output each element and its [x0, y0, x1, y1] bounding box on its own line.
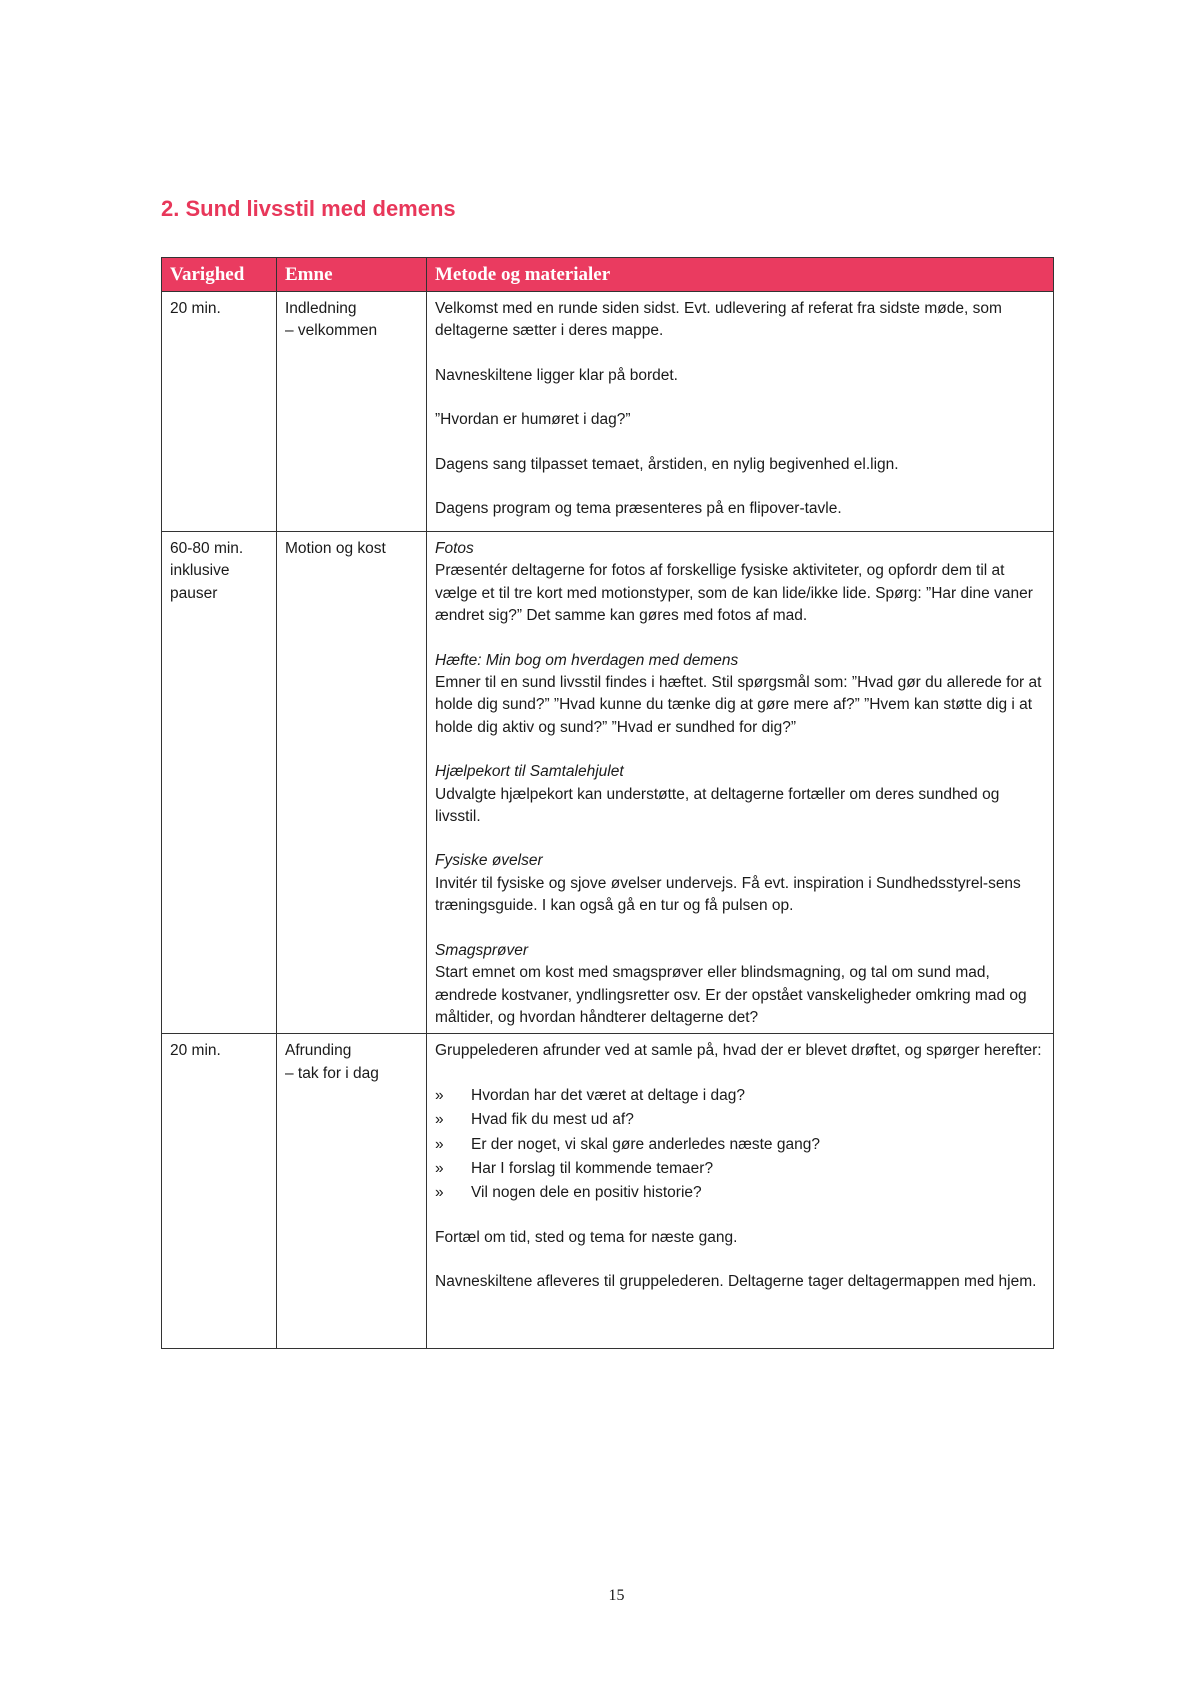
duration-text: 60-80 min.: [170, 540, 244, 557]
method-text: Præsentér deltagerne for fotos af forskellige fysiske aktiviteter, og opfordr dem til at vælge et til tre kort med motionstyper, som de kan lide/ikke lide. Spørg: ”Har dine vaner ændret sig?” Det samme kan gøres med fotos af mad.: [435, 562, 1033, 625]
list-item-text: Vil nogen dele en positiv historie?: [471, 1184, 702, 1202]
method-text: Emner til en sund livsstil findes i hæftet. Stil spørgsmål som: ”Hvad gør du allerede for at holde dig sund?” ”Hvad kunne du tænke dig at gøre mere af?” ”Hvem kan støtte dig i at holde dig aktiv og sund?” ”Hvad er sundhed for dig?”: [435, 674, 1042, 736]
list-item-text: Har I forslag til kommende temaer?: [471, 1159, 714, 1177]
list-item-text: Hvad fik du mest ud af?: [471, 1111, 634, 1129]
page-number: 15: [608, 1587, 625, 1604]
duration-cell: [162, 1034, 277, 1349]
method-label: Fotos: [435, 540, 474, 557]
topic-text: Indledning: [285, 300, 357, 317]
method-label: Smagsprøver: [435, 941, 529, 959]
topic-cell: [277, 1034, 427, 1349]
table-row: [162, 292, 1054, 532]
method-paragraph: Fortæl om tid, sted og tema for næste gang.: [435, 1228, 738, 1246]
method-text: Udvalgte hjælpekort kan understøtte, at deltagerne fortæller om deres sundhed og livsstil.: [435, 785, 1000, 826]
guillemet-bullet-icon: »: [435, 1111, 444, 1129]
method-block-smagsprover: [435, 940, 1045, 1030]
method-paragraph: Navneskiltene ligger klar på bordet.: [435, 366, 678, 384]
table-header-row: [162, 258, 1054, 292]
list-item: [435, 1134, 1045, 1156]
method-cell: [427, 1034, 1054, 1349]
guillemet-bullet-icon: »: [435, 1184, 444, 1202]
list-item: [435, 1182, 1045, 1204]
topic-text: – velkommen: [285, 322, 378, 340]
method-block-hjaelpekort: [435, 761, 1045, 828]
method-cell: [427, 532, 1054, 1034]
method-block-fotos: [435, 538, 1045, 628]
method-paragraph: ”Hvordan er humøret i dag?”: [435, 411, 631, 429]
method-paragraph: Velkomst med en runde siden sidst. Evt. udlevering af referat fra sidste møde, som deltagerne sætter i deres mappe.: [435, 300, 1002, 340]
guillemet-bullet-icon: »: [435, 1159, 444, 1177]
method-text: Start emnet om kost med smagsprøver eller blindsmagning, og tal om sund mad, ændrede kostvaner, yndlingsretter osv. Er der opstået vanskeligheder omkring mad og måltider, og hvordan håndterer deltagerne det?: [435, 964, 1027, 1026]
list-item: [435, 1085, 1045, 1107]
method-block-fysiske-ovelser: [435, 850, 1045, 917]
method-paragraph: Dagens sang tilpasset temaet, årstiden, en nylig begivenhed el.lign.: [435, 455, 899, 473]
header-varighed: Varighed: [162, 258, 277, 292]
topic-text: Afrunding: [285, 1042, 352, 1060]
topic-cell: [277, 292, 427, 532]
question-list: [435, 1085, 1045, 1205]
method-label: Hæfte: Min bog om hverdagen med demens: [435, 651, 739, 669]
method-cell: [427, 292, 1054, 532]
header-emne: Emne: [277, 258, 427, 292]
method-text: Invitér til fysiske og sjove øvelser undervejs. Få evt. inspiration i Sundhedsstyrel-sens træningsguide. I kan også gå en tur og få pulsen op.: [435, 874, 1021, 915]
duration-text: inklusive: [170, 562, 230, 580]
list-item-text: Hvordan har det været at deltage i dag?: [471, 1086, 746, 1104]
list-item: [435, 1158, 1045, 1180]
table-row: [162, 1034, 1054, 1349]
topic-cell: [277, 532, 427, 1034]
duration-text: pauser: [170, 584, 218, 602]
table-row: [162, 532, 1054, 1034]
method-label: Fysiske øvelser: [435, 852, 543, 870]
program-table: [161, 257, 1054, 1349]
duration-cell: [162, 532, 277, 1034]
list-item: [435, 1109, 1045, 1131]
method-block-haefte: [435, 650, 1045, 740]
topic-text: Motion og kost: [285, 540, 386, 557]
method-label: Hjælpekort til Samtalehjulet: [435, 763, 624, 781]
page-title: 2. Sund livsstil med demens: [161, 196, 456, 221]
method-paragraph: Gruppelederen afrunder ved at samle på, hvad der er blevet drøftet, og spørger herefter:: [435, 1042, 1042, 1060]
guillemet-bullet-icon: »: [435, 1086, 444, 1104]
guillemet-bullet-icon: »: [435, 1135, 444, 1153]
topic-text: – tak for i dag: [285, 1064, 379, 1082]
duration-text: 20 min.: [170, 1042, 221, 1060]
list-item-text: Er der noget, vi skal gøre anderledes næste gang?: [471, 1135, 820, 1153]
duration-text: 20 min.: [170, 300, 221, 317]
method-paragraph: Navneskiltene afleveres til gruppelederen. Deltagerne tager deltagermappen med hjem.: [435, 1273, 1037, 1291]
method-paragraph: Dagens program og tema præsenteres på en flipover-tavle.: [435, 500, 842, 518]
duration-cell: [162, 292, 277, 532]
header-metode: Metode og materialer: [427, 258, 1054, 292]
